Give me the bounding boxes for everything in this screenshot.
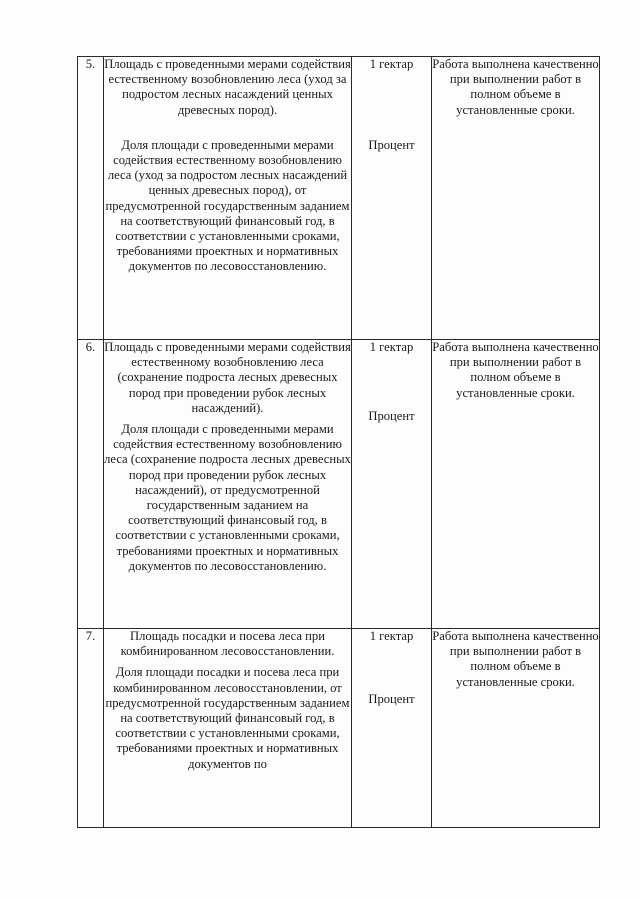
unit-area: 1 гектар [369,57,414,71]
unit-area: 1 гектар [369,629,414,643]
work-quality-table [77,56,600,828]
table-row [78,340,600,629]
result-cell: Работа выполнена качественно при выполнении работ в полном объеме в установленные сроки. [432,629,600,828]
indicator-area-text: Площадь посадки и посева леса при комбинированном лесовосстановлении. [120,629,335,659]
table-row [78,629,600,828]
indicator-area-text: Площадь с проведенными мерами содействия естественному возобновлению леса (уход за подростом лесных насаждений ценных древесных пород). [104,57,351,117]
unit-percent: Процент [368,138,415,153]
indicator-share-text: Доля площади с проведенными мерами содействия естественному возобновлению леса (сохранение подроста лесных древесных пород при проведении рубок лесных насаждений), от предусмотренной государственным заданием на соответствующий финансовый год, в соответствии с установленными сроками, требованиями проектных и нормативных документов по лесовосстановлению. [104,422,351,573]
unit-cell [352,57,432,340]
unit-cell [352,340,432,629]
unit-percent: Процент [368,409,415,424]
unit-area: 1 гектар [369,340,414,354]
indicator-cell [104,629,352,828]
indicator-share-text: Доля площади с проведенными мерами содействия естественному возобновлению леса (уход за подростом лесных насаждений ценных древесных пород), от предусмотренной государственным заданием на соответствующий финансовый год, в соответствии с установленными сроками, требованиями проектных и нормативных документов по лесовосстановлению. [105,137,350,274]
indicator-area-text: Площадь с проведенными мерами содействия естественному возобновлению леса (сохранение подроста лесных древесных пород при проведении рубок лесных насаждений). [104,340,351,415]
row-number: 6. [78,340,104,629]
row-number: 5. [78,57,104,340]
result-cell: Работа выполнена качественно при выполнении работ в полном объеме в установленные сроки. [432,57,600,340]
row-number: 7. [78,629,104,828]
result-cell: Работа выполнена качественно при выполнении работ в полном объеме в установленные сроки. [432,340,600,629]
indicator-cell [104,57,352,340]
unit-percent: Процент [368,692,415,707]
indicator-share-text: Доля площади посадки и посева леса при комбинированном лесовосстановлении, от предусмотренной государственным заданием на соответствующий финансовый год, в соответствии с установленными сроками, требованиями проектных и нормативных документов по [105,665,350,771]
table-row [78,57,600,340]
unit-cell [352,629,432,828]
indicator-cell [104,340,352,629]
